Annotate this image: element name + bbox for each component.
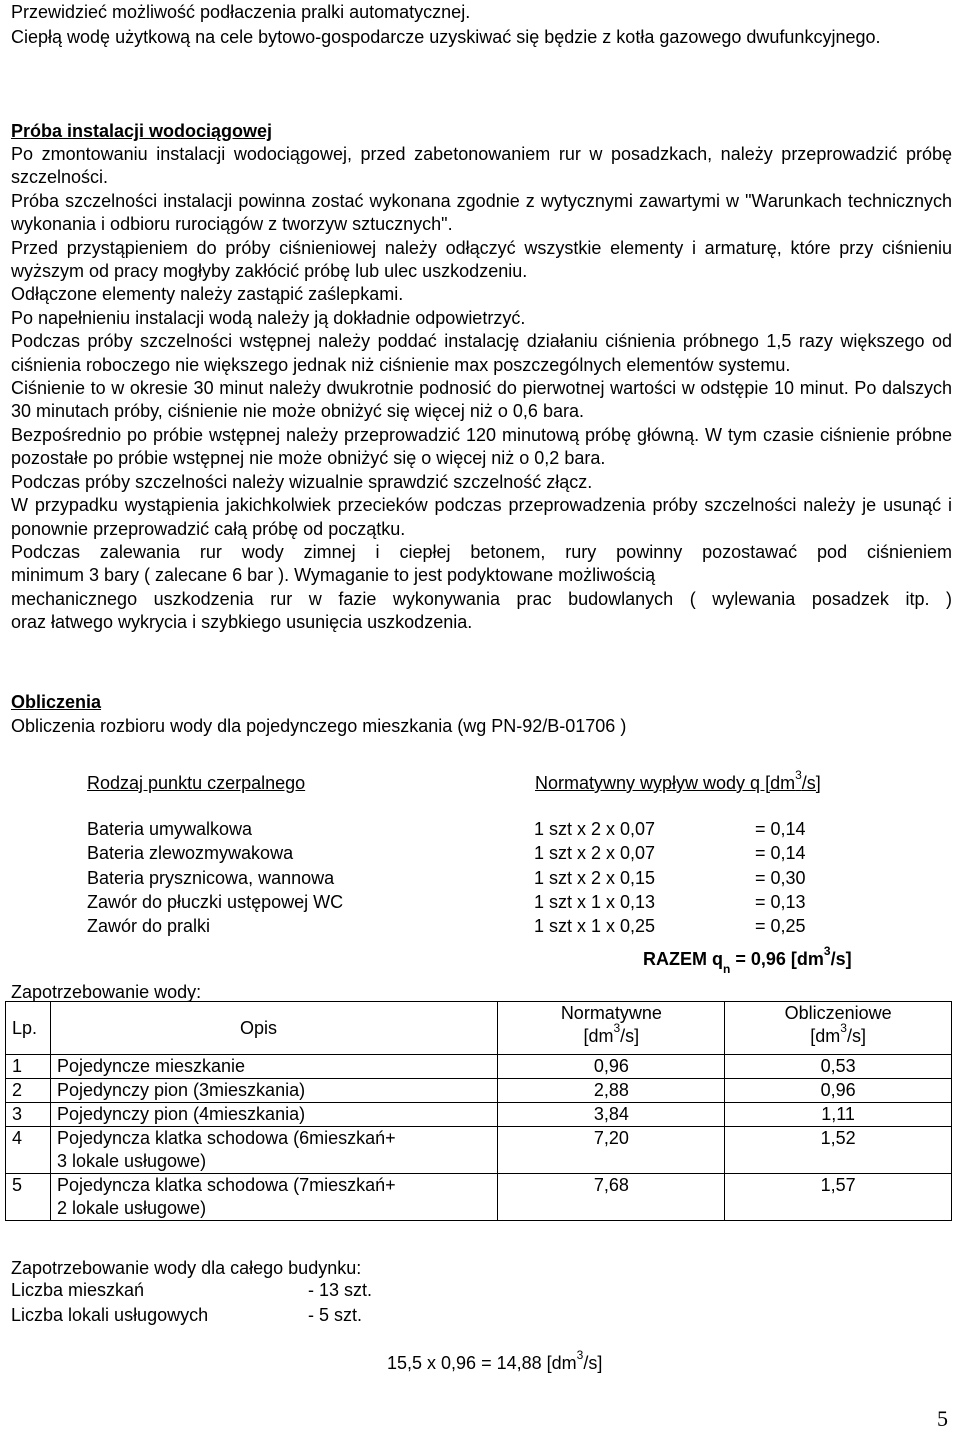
point-calc: 1 szt x 2 x 0,07 (534, 819, 656, 839)
paragraph: Podczas próby szczelności wstępnej należy poddać instalację działaniu ciśnienia próbnego 1,5 razy większego od ciśnienia roboczego nie większego jednak niż ciśnienie max poszczególnych elementów systemu. (11, 331, 952, 375)
point-calc: 1 szt x 2 x 0,15 (534, 867, 656, 888)
building-row-label: Liczba mieszkań (11, 1280, 145, 1301)
cell-normative: 7,20 (498, 1127, 725, 1174)
paragraph-line: minimum 3 bary ( zalecane 6 bar ). Wymaganie to jest podyktowane możliwością (11, 565, 656, 586)
paragraph-line: oraz łatwego wykrycia i szybkiego usunięcia uszkodzenia. (11, 612, 473, 633)
cell-normative: 7,68 (498, 1174, 725, 1221)
point-name: Bateria umywalkowa (87, 819, 253, 839)
cell-opis: Pojedyncza klatka schodowa (6mieszkań+ 3 lokale usługowe) (50, 1127, 498, 1174)
table-row (6, 1079, 952, 1103)
table-row (6, 1127, 952, 1174)
header-opis: Opis (50, 1002, 498, 1055)
intro-line-2: Ciepłą wodę użytkową na cele bytowo-gospodarcze uzyskiwać się będzie z kotła gazowego dwufunkcyjnego. (11, 27, 881, 47)
cell-opis: Pojedynczy pion (4mieszkania) (50, 1103, 498, 1127)
point-name: Bateria zlewozmywakowa (87, 843, 294, 864)
table-row (6, 1055, 952, 1079)
cell-normative: 0,96 (498, 1055, 725, 1079)
point-result: = 0,30 (755, 867, 806, 888)
building-row-label: Liczba lokali usługowych (11, 1304, 209, 1325)
point-result: = 0,14 (755, 843, 806, 864)
paragraph: Podczas próby szczelności należy wizualnie sprawdzić szczelność złącz. (11, 471, 593, 492)
paragraph-line: mechanicznego uszkodzenia rur w fazie wykonywania prac budowlanych ( wylewania posadzek itp. ) (11, 588, 952, 609)
point-result: = 0,13 (755, 891, 806, 912)
cell-calculated: 0,96 (725, 1079, 952, 1103)
cell-lp: 3 (6, 1103, 51, 1127)
point-name: Zawór do pralki (87, 916, 211, 937)
cell-opis: Pojedyncze mieszkanie (50, 1055, 498, 1079)
intro-line-1: Przewidzieć możliwość podłaczenia pralki automatycznej. (11, 2, 471, 22)
building-row (11, 1280, 373, 1305)
section-heading-proba: Próba instalacji wodociągowej (11, 121, 273, 141)
paragraph: Próba szczelności instalacji powinna zostać wykonana zgodnie z wytycznymi zawartymi w "Warunkach technicznych wykonania i odbioru rurociągów z tworzyw sztucznych". (11, 190, 952, 235)
razem-total: RAZEM $q_n = 0,96$ $[dm^3/s]$ (643, 944, 852, 976)
paragraph: Po zmontowaniu instalacji wodociągowej, przed zabetonowaniem rur w posadzkach, należy przeprowadzić próbę szczelności. (11, 144, 952, 188)
cell-normative: 2,88 (498, 1079, 725, 1103)
paragraph: Odłączone elementy należy zastąpić zaślepkami. (11, 284, 404, 305)
building-formula: 15,5 x 0,96 = 14,88 $[dm^3/s]$ (387, 1348, 603, 1373)
point-name: Bateria prysznicowa, wannowa (87, 867, 335, 888)
column-header-point-type: Rodzaj punktu czerpalnego (87, 773, 306, 793)
cell-opis: Pojedynczy pion (3mieszkania) (50, 1079, 498, 1103)
header-lp: Lp. (6, 1002, 51, 1055)
cell-normative: 3,84 (498, 1103, 725, 1127)
header-calculated: Obliczeniowe $[dm^3/s]$ (725, 1002, 952, 1055)
building-label: Zapotrzebowanie wody dla całego budynku: (11, 1258, 362, 1278)
paragraph: Przed przystąpieniem do próby ciśnieniowej należy odłączyć wszystkie elementy i armaturę, które przy ciśnieniu wyższym od pracy mogłyby zakłócić próbę lub ulec uszkodzeniu. (11, 237, 952, 282)
cell-lp: 2 (6, 1079, 51, 1103)
cell-calculated: 1,57 (725, 1174, 952, 1221)
column-header-flow: Normatywny wypływ wody q $[dm^3/s]$ (535, 768, 821, 793)
point-calc: 1 szt x 1 x 0,25 (534, 916, 656, 937)
cell-opis: Pojedyncza klatka schodowa (7mieszkań+ 2 lokale usługowe) (50, 1174, 498, 1221)
cell-lp: 4 (6, 1127, 51, 1174)
cell-calculated: 1,52 (725, 1127, 952, 1174)
building-row (11, 1305, 361, 1330)
section-body (11, 143, 952, 635)
point-result: = 0,14 (755, 819, 806, 839)
building-row-value: - 5 szt. (308, 1304, 363, 1325)
table-header-row (6, 1002, 952, 1055)
table-row (6, 1174, 952, 1221)
header-normative: Normatywne $[dm^3/s]$ (498, 1002, 725, 1055)
cell-calculated: 1,11 (725, 1103, 952, 1127)
demand-label: Zapotrzebowanie wody: (11, 982, 202, 1002)
calc-subtitle: Obliczenia rozbioru wody dla pojedynczego mieszkania (wg PN-92/B-01706 ) (11, 716, 627, 736)
paragraph: Ciśnienie to w okresie 30 minut należy dwukrotnie podnosić do pierwotnej wartości w odstępie 10 minut. Po dalszych 30 minutach próby, ciśnienie nie może obniżyć się więcej niż o 0,6 bara. (11, 378, 952, 422)
paragraph: W przypadku wystąpienia jakichkolwiek przecieków podczas przeprowadzenia próby szczelności należy je usunąć i ponownie przeprowadzić całą próbę od początku. (11, 495, 952, 539)
page-number: 5 (937, 1406, 948, 1431)
calc-heading: Obliczenia (11, 692, 102, 712)
point-name: Zawór do płuczki ustępowej WC (87, 891, 344, 912)
paragraph: Bezpośrednio po próbie wstępnej należy przeprowadzić 120 minutową próbę główną. W tym czasie ciśnienie próbne pozostałe po próbie wstępnej nie może obniżyć się o więcej niż o 0,2 bara. (11, 424, 952, 469)
building-row-value: - 13 szt. (308, 1280, 373, 1301)
cell-lp: 1 (6, 1055, 51, 1079)
cell-lp: 5 (6, 1174, 51, 1221)
cell-calculated: 0,53 (725, 1055, 952, 1079)
point-result: = 0,25 (755, 916, 806, 937)
point-calc: 1 szt x 2 x 0,07 (534, 843, 656, 864)
point-calc: 1 szt x 1 x 0,13 (534, 891, 656, 912)
building-demand (11, 1257, 373, 1329)
paragraph: Po napełnieniu instalacji wodą należy ją dokładnie odpowietrzyć. (11, 307, 526, 328)
paragraph-line: Podczas zalewania rur wody zimnej i ciepłej betonem, rury powinny pozostawać pod ciśnieniem (11, 541, 952, 562)
table-row (6, 1103, 952, 1127)
demand-table (5, 1001, 952, 1221)
